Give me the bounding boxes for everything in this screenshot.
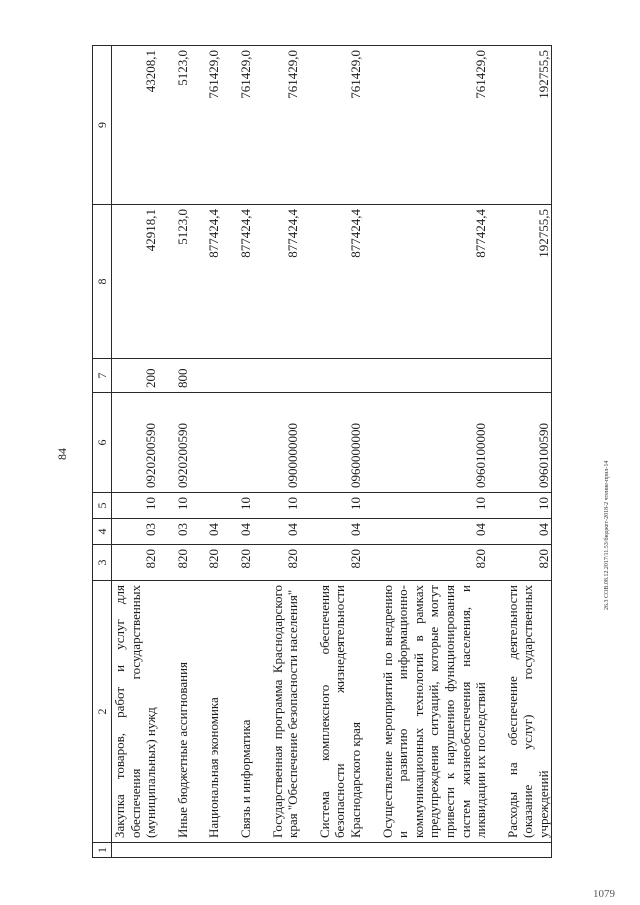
corner-page-number: 1079 [593, 888, 615, 900]
cell-target-code: 0920200590 [112, 393, 159, 493]
cell-amount-2019: 192755,5 [505, 46, 552, 205]
cell-rz: 04 [505, 519, 552, 545]
cell-amount-2019: 43208,1 [112, 46, 159, 205]
header-cell: 9 [93, 46, 112, 205]
table-row [175, 46, 191, 858]
cell-expense-type [505, 359, 552, 393]
cell-amount-2018: 877424,4 [270, 205, 301, 359]
cell-rzpr: 820 [380, 545, 489, 581]
table-row [112, 46, 159, 858]
table-row [238, 46, 254, 858]
row-name: Национальная экономика [206, 581, 222, 843]
cell-amount-2018: 42918,1 [112, 205, 159, 359]
row-name: Иные бюджетные ассигнования [175, 581, 191, 843]
row-name: Закупка товаров, работ и услуг для обеспечения государственных (муниципальных) нужд [112, 581, 159, 843]
cell-expense-type [270, 359, 301, 393]
cell-amount-2019: 761429,0 [380, 46, 489, 205]
header-cell: 2 [93, 581, 112, 843]
cell-rz: 04 [317, 519, 364, 545]
cell-rz: 04 [206, 519, 222, 545]
cell-expense-type [317, 359, 364, 393]
cell-target-code: 0900000000 [270, 393, 301, 493]
cell-pr: 10 [317, 493, 364, 519]
cell-target-code [238, 393, 254, 493]
table-row [317, 46, 364, 858]
cell-rzpr: 820 [112, 545, 159, 581]
table-row [270, 46, 301, 858]
cell-rzpr: 820 [175, 545, 191, 581]
cell-pr: 10 [380, 493, 489, 519]
table-row [505, 46, 552, 858]
cell-amount-2018: 877424,4 [317, 205, 364, 359]
rotated-page-content [92, 46, 554, 858]
cell-rz: 04 [380, 519, 489, 545]
cell-rz: 03 [112, 519, 159, 545]
cell-amount-2018: 877424,4 [238, 205, 254, 359]
cell-pr [206, 493, 222, 519]
cell-amount-2018: 5123,0 [175, 205, 191, 359]
row-name: Государственная программа Краснодарского края "Обеспечение безопасности населения" [270, 581, 301, 843]
cell-rzpr: 820 [505, 545, 552, 581]
cell-rz: 03 [175, 519, 191, 545]
cell-pr: 10 [238, 493, 254, 519]
cell-pr: 10 [270, 493, 301, 519]
header-row [93, 46, 112, 858]
cell-amount-2019: 761429,0 [270, 46, 301, 205]
row-name: Осуществление мероприятий по внедрению и развитию информационно-коммуникационных технологий в рамках предупреждения ситуаций, которые могут привести к нарушению функционирования систем жизнеобеспечения населения, и ликвидации их последствий [380, 581, 489, 843]
header-cell: 8 [93, 205, 112, 359]
cell-expense-type: 200 [112, 359, 159, 393]
table-row [380, 46, 489, 858]
row-name: Расходы на обеспечение деятельности (оказание услуг) государственных учреждений [505, 581, 552, 843]
cell-amount-2018: 877424,4 [206, 205, 222, 359]
cell-amount-2019: 5123,0 [175, 46, 191, 205]
header-cell: 6 [93, 393, 112, 493]
header-cell: 7 [93, 359, 112, 393]
cell-target-code: 0960100000 [380, 393, 489, 493]
table-row [206, 46, 222, 858]
page-number: 84 [55, 448, 69, 460]
budget-table [92, 45, 552, 858]
cell-expense-type: 800 [175, 359, 191, 393]
cell-pr: 10 [175, 493, 191, 519]
cell-rz: 04 [238, 519, 254, 545]
cell-rzpr: 820 [238, 545, 254, 581]
document-footer-ref: 26.3 СОВ.08.12.2017/11.53/бюджет-2018-2 чтение-прил-14 [604, 460, 610, 610]
cell-amount-2019: 761429,0 [206, 46, 222, 205]
cell-amount-2019: 761429,0 [317, 46, 364, 205]
cell-rzpr: 820 [206, 545, 222, 581]
cell-target-code [206, 393, 222, 493]
header-cell: 4 [93, 519, 112, 545]
cell-rzpr: 820 [270, 545, 301, 581]
cell-expense-type [206, 359, 222, 393]
cell-pr: 10 [112, 493, 159, 519]
cell-target-code: 0920200590 [175, 393, 191, 493]
cell-expense-type [238, 359, 254, 393]
cell-target-code: 0960000000 [317, 393, 364, 493]
row-name: Система комплексного обеспечения безопасности жизнедеятельности Краснодарского края [317, 581, 364, 843]
cell-expense-type [380, 359, 489, 393]
header-cell: 3 [93, 545, 112, 581]
cell-amount-2018: 192755,5 [505, 205, 552, 359]
cell-target-code: 0960100590 [505, 393, 552, 493]
cell-rzpr: 820 [317, 545, 364, 581]
row-name: Связь и информатика [238, 581, 254, 843]
header-cell: 5 [93, 493, 112, 519]
header-cell: 1 [93, 843, 112, 858]
cell-pr: 10 [505, 493, 552, 519]
cell-amount-2018: 877424,4 [380, 205, 489, 359]
cell-rz: 04 [270, 519, 301, 545]
cell-amount-2019: 761429,0 [238, 46, 254, 205]
